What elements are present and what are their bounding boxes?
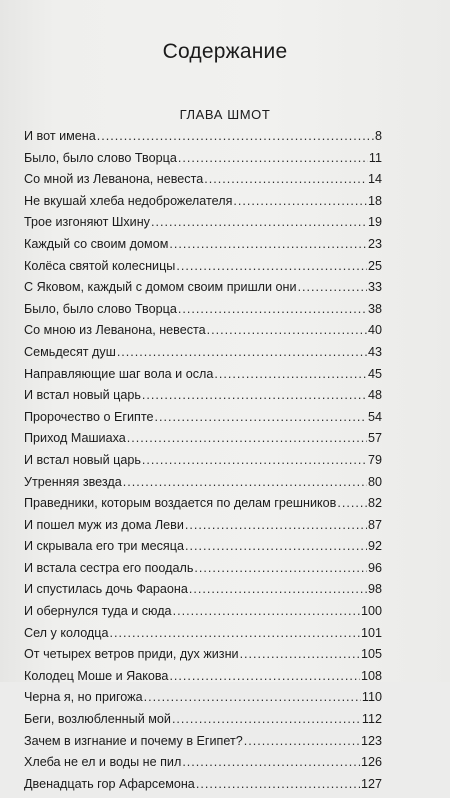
dot-leader [244, 734, 360, 748]
toc-entry-title: И пошел муж из дома Леви [24, 517, 184, 532]
toc-entry-title: И встал новый царь [24, 452, 141, 467]
toc-entry-title: Не вкушай хлеба недоброжелателя [24, 193, 233, 208]
toc-entry-page-number: 79 [367, 452, 382, 467]
toc-entry-title: Приход Машиаха [24, 431, 126, 446]
toc-entry-page-number: 101 [360, 625, 382, 640]
dot-leader [337, 496, 367, 510]
toc-entry [24, 626, 382, 648]
dot-leader [127, 431, 367, 445]
toc-entry-title: Черна я, но пригожа [24, 690, 143, 705]
dot-leader [233, 194, 367, 208]
toc-entry-page-number: 127 [360, 776, 382, 791]
toc-entry-page-number: 54 [367, 409, 382, 424]
toc-entry-title: Колодец Моше и Яакова [24, 668, 169, 683]
dot-leader [154, 410, 367, 424]
toc-entry-page-number: 110 [361, 690, 382, 705]
toc-entry [24, 345, 382, 367]
toc-entry-page-number: 23 [367, 236, 382, 251]
toc-entry-title: И встал новый царь [24, 388, 141, 403]
toc-entry-page-number: 43 [367, 344, 382, 359]
toc-entry-title: Трое изгоняют Шхину [24, 215, 150, 230]
toc-entry-page-number: 98 [367, 582, 382, 597]
toc-entry-page-number: 87 [367, 517, 382, 532]
dot-leader [196, 777, 360, 791]
toc-entry-page-number: 105 [360, 647, 382, 662]
toc-entry [24, 669, 382, 691]
toc-entry-title: Было, было слово Творца [24, 301, 177, 316]
toc-entry [24, 755, 382, 777]
toc-entry [24, 302, 382, 324]
toc-entry [24, 690, 382, 712]
toc-entry-page-number: 57 [367, 431, 382, 446]
toc-entry [24, 323, 382, 345]
toc-entry [24, 518, 382, 540]
dot-leader [182, 755, 360, 769]
toc-entry [24, 712, 382, 734]
dot-leader [298, 280, 367, 294]
toc-entry-title: С Яковом, каждый с домом своим пришли они [24, 280, 297, 295]
dot-leader [144, 690, 361, 704]
dot-leader [204, 172, 367, 186]
dot-leader [178, 151, 368, 165]
toc-entry-title: Со мной из Леванона, невеста [24, 172, 204, 187]
dot-leader [151, 215, 367, 229]
toc-entry [24, 604, 382, 626]
toc-entry [24, 582, 382, 604]
toc-entry [24, 259, 382, 281]
toc-entry-page-number: 80 [367, 474, 382, 489]
dot-leader [189, 582, 367, 596]
toc-entry-title: От четырех ветров приди, дух жизни [24, 647, 239, 662]
toc-entry-page-number: 8 [374, 129, 382, 143]
toc-entry-page-number: 19 [367, 215, 382, 230]
toc-entry-title: И обернулся туда и сюда [24, 604, 172, 619]
dot-leader [214, 367, 367, 381]
toc-entry-title: И спустилась дочь Фараона [24, 582, 188, 597]
toc-entry-page-number: 123 [360, 733, 382, 748]
dot-leader [185, 539, 367, 553]
page-heading: Содержание [162, 40, 288, 63]
toc-entry-title: Каждый со своим домом [24, 236, 169, 251]
toc-entry-page-number: 38 [367, 301, 382, 316]
toc-entry-page-number: 25 [367, 258, 382, 273]
toc-entry-title: Семьдесят душ [24, 344, 116, 359]
toc-entry-title: Хлеба не ел и воды не пил [24, 755, 182, 770]
toc-entry-page-number: 45 [367, 366, 382, 381]
toc-entry-title: Со мною из Леванона, невеста [24, 323, 206, 338]
toc-entry [24, 129, 382, 151]
dot-leader [110, 626, 360, 640]
toc-entry [24, 539, 382, 561]
toc-entry-title: Зачем в изгнание и почему в Египет? [24, 733, 243, 748]
toc-entry-page-number: 33 [367, 280, 382, 295]
toc-entry-title: Двенадцать гор Афарсемона [24, 776, 195, 791]
toc-entry-title: И встала сестра его поодаль [24, 560, 194, 575]
dot-leader [169, 237, 367, 251]
toc-entry [24, 647, 382, 669]
toc-entry-page-number: 40 [367, 323, 382, 338]
toc-entry [24, 734, 382, 756]
toc-entry-title: Утренняя звезда [24, 474, 122, 489]
dot-leader [185, 518, 367, 532]
toc-entry [24, 172, 382, 194]
toc-entry-title: Сел у колодца [24, 625, 109, 640]
dot-leader [169, 669, 360, 683]
dot-leader [97, 129, 374, 143]
toc-entry [24, 194, 382, 216]
dot-leader [178, 302, 367, 316]
toc-entry [24, 777, 382, 798]
dot-leader [194, 561, 367, 575]
toc-entry-title: Было, было слово Творца [24, 150, 177, 165]
toc-entry [24, 453, 382, 475]
toc-entry-title: И вот имена [24, 129, 96, 143]
toc-entry-page-number: 14 [367, 172, 382, 187]
toc-entry-title: Праведники, которым воздается по делам грешников [24, 496, 337, 511]
toc-entry-page-number: 18 [367, 193, 382, 208]
toc-entry [24, 237, 382, 259]
toc-entry-page-number: 92 [367, 539, 382, 554]
toc-entry [24, 151, 382, 173]
toc-entry [24, 367, 382, 389]
dot-leader [173, 604, 360, 618]
toc-entry [24, 496, 382, 518]
toc-entry [24, 431, 382, 453]
toc-entry-title: И скрывала его три месяца [24, 539, 184, 554]
toc-entry-page-number: 108 [360, 668, 382, 683]
toc-entry-title: Направляющие шаг вола и осла [24, 366, 214, 381]
toc-entry [24, 215, 382, 237]
toc-entry-title: Колёса святой колесницы [24, 258, 176, 273]
dot-leader [123, 475, 367, 489]
dot-leader [142, 388, 367, 402]
toc-entry-page-number: 11 [368, 150, 382, 165]
toc-entry [24, 280, 382, 302]
toc-entry [24, 410, 382, 432]
dot-leader [207, 323, 367, 337]
toc-entry-title: Пророчество о Египте [24, 409, 154, 424]
toc-entry-page-number: 96 [367, 560, 382, 575]
toc-entry-page-number: 112 [361, 712, 382, 727]
table-of-contents [24, 129, 382, 798]
toc-entry-page-number: 48 [367, 388, 382, 403]
toc-entry-page-number: 82 [367, 496, 382, 511]
chapter-title: ГЛАВА ШМОТ [179, 107, 271, 122]
dot-leader [176, 259, 367, 273]
toc-entry-title: Беги, возлюбленный мой [24, 712, 171, 727]
dot-leader [142, 453, 367, 467]
toc-entry-page-number: 126 [360, 755, 382, 770]
toc-entry-page-number: 100 [360, 604, 382, 619]
toc-entry [24, 475, 382, 497]
dot-leader [240, 647, 360, 661]
toc-entry [24, 388, 382, 410]
dot-leader [172, 712, 361, 726]
toc-entry [24, 561, 382, 583]
dot-leader [117, 345, 367, 359]
